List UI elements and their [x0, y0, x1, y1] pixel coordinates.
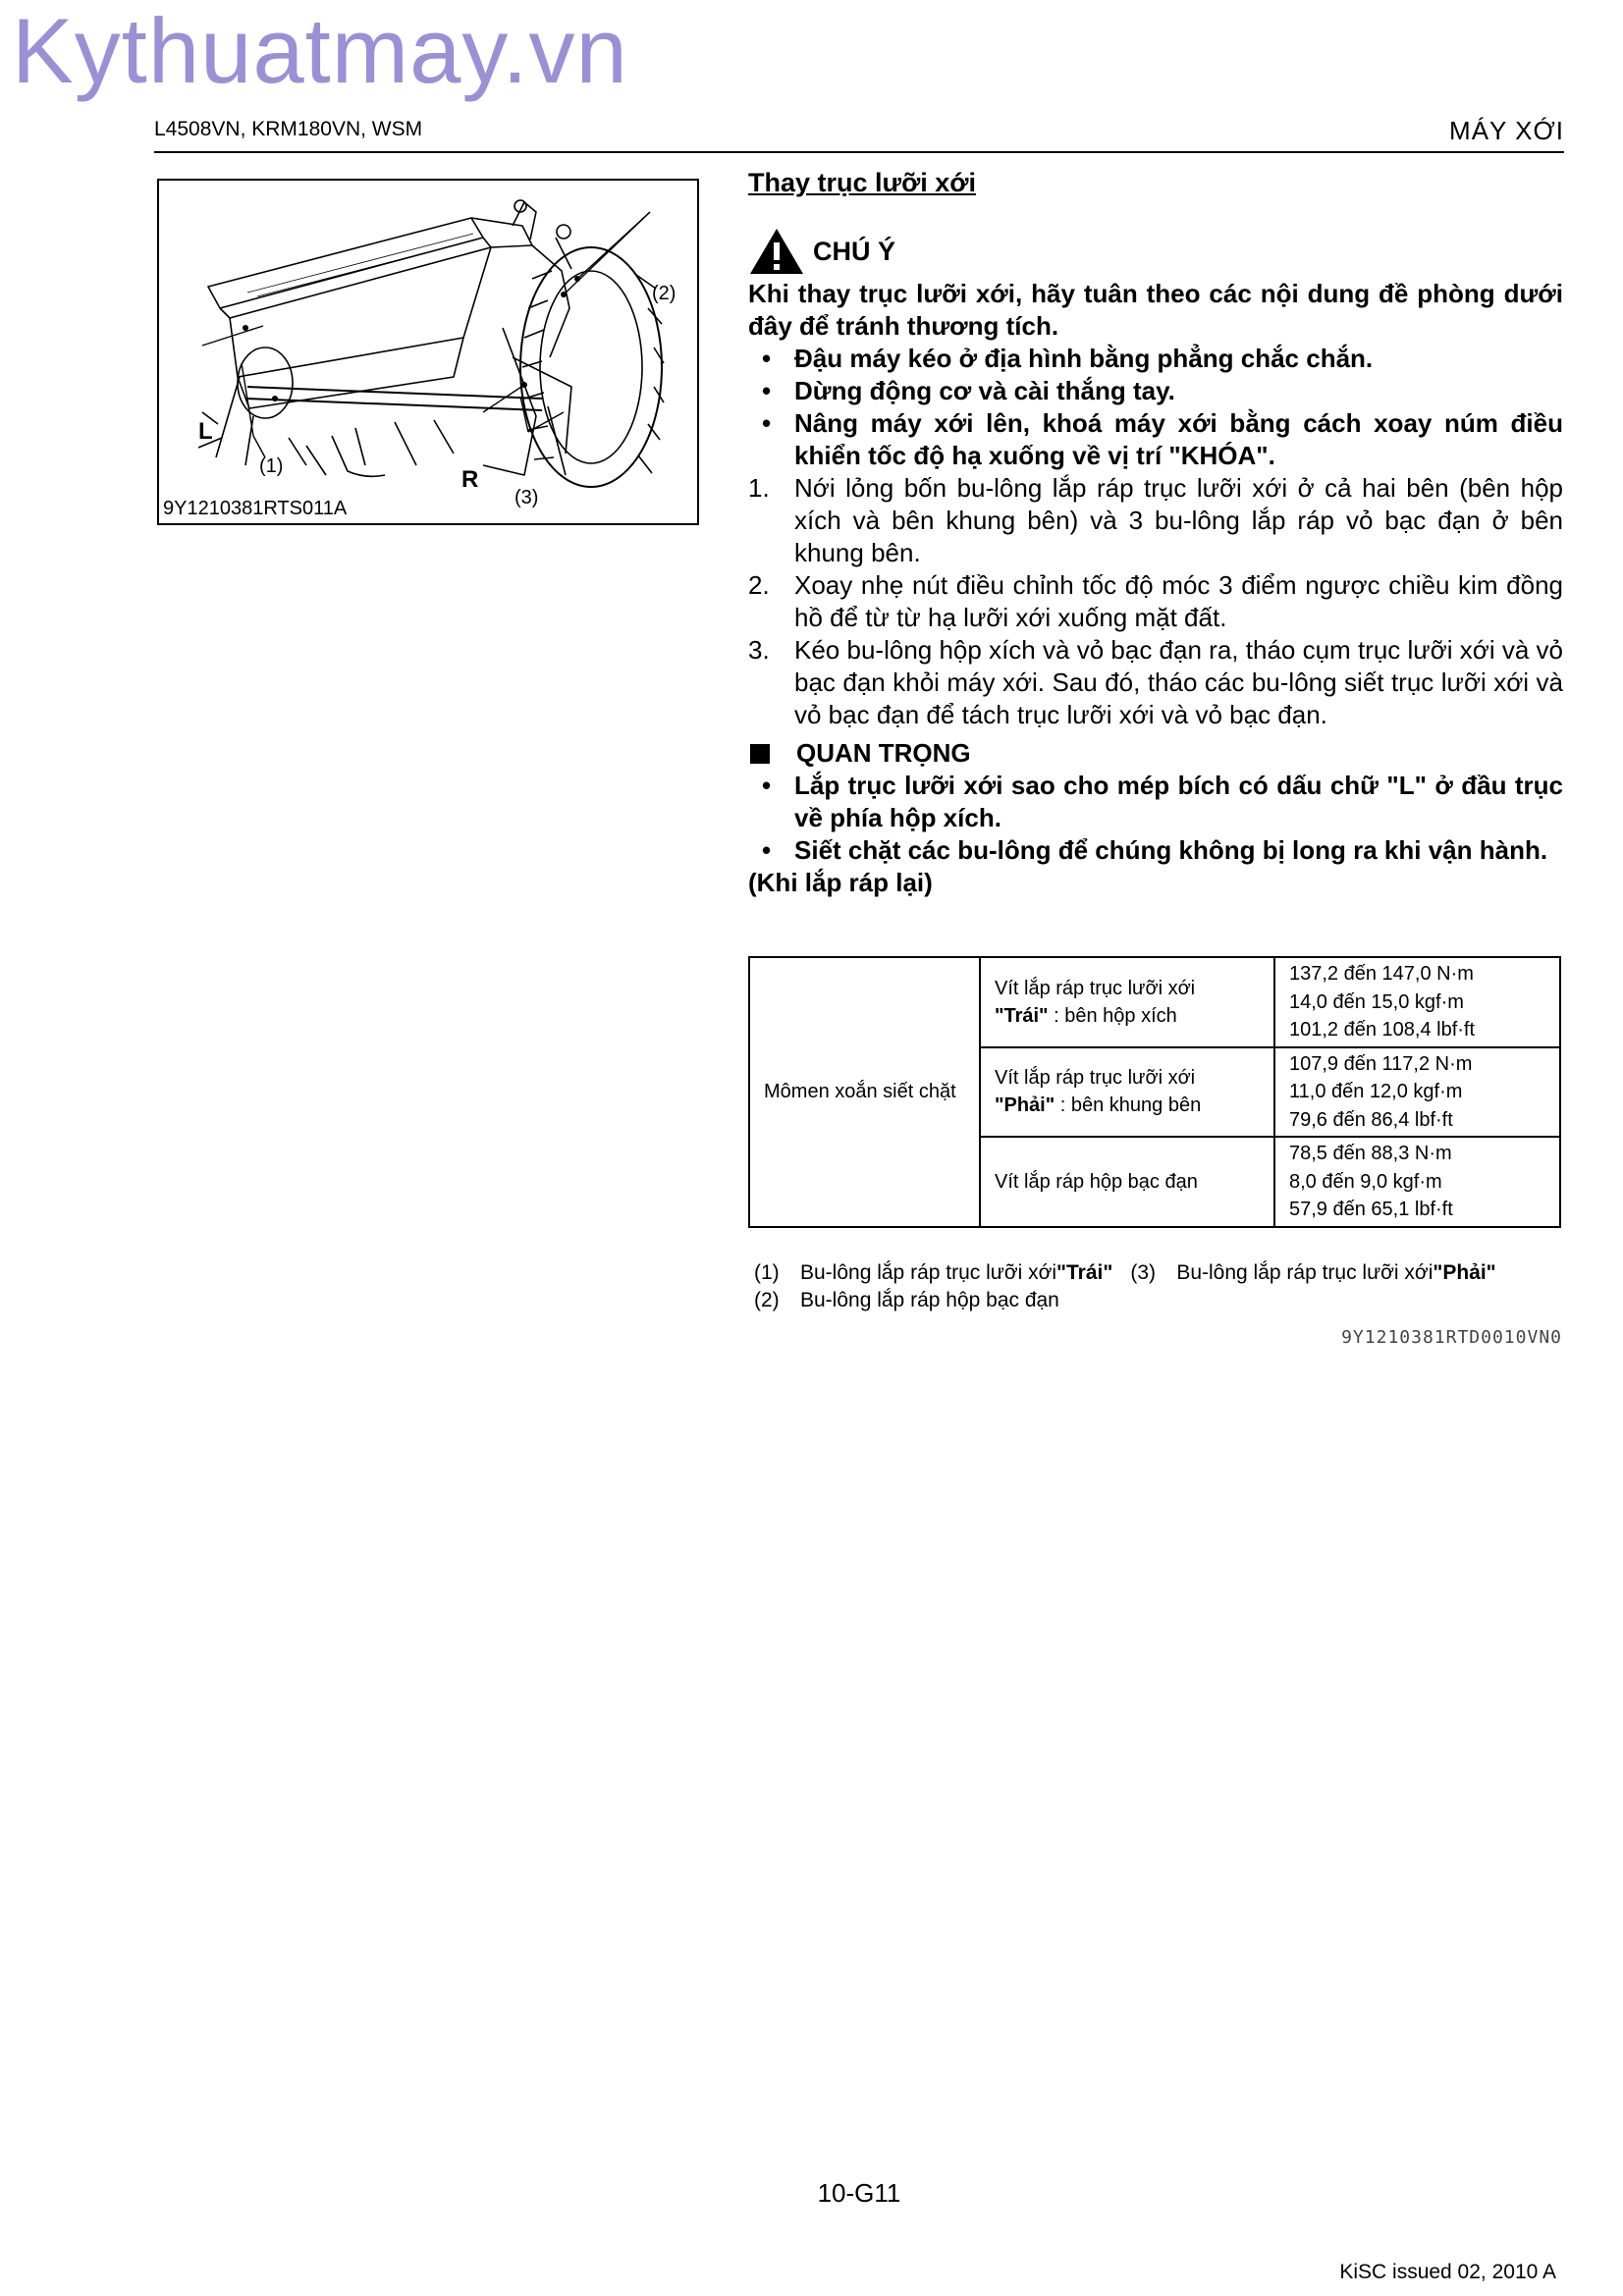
reassembly-note: (Khi lắp ráp lại)	[748, 868, 933, 897]
page-number: 10-G11	[817, 2178, 901, 2208]
figure-callout-1: (1)	[259, 455, 284, 477]
figure-callout-2: (2)	[652, 283, 676, 304]
square-bullet-icon	[750, 744, 770, 764]
figure-label-left: L	[198, 418, 213, 445]
figure-label-right: R	[461, 466, 479, 493]
torque-values: 78,5 đến 88,3 N·m 8,0 đến 9,0 kgf·m 57,9 đến 65,1 lbf·ft	[1274, 1137, 1560, 1227]
step-item: 1. Nới lỏng bốn bu-lông lắp ráp trục lưỡi xới ở cả hai bên (bên hộp xích và bên khung bên) và 3 bu-lông lắp ráp vỏ bạc đạn ở bên khung bên.	[748, 473, 1563, 567]
tiller-figure	[157, 179, 699, 525]
caution-list	[748, 343, 1563, 472]
procedure-column	[748, 167, 1563, 899]
caution-item: • Dừng động cơ và cài thắng tay.	[762, 376, 1175, 405]
step-item: 2. Xoay nhẹ nút điều chỉnh tốc độ móc 3 điểm ngược chiều kim đồng hồ để từ từ hạ lưỡi xới xuống mặt đất.	[748, 570, 1563, 632]
caution-item: • Nâng máy xới lên, khoá máy xới bằng cách xoay núm điều khiển tốc độ hạ xuống về vị trí "KHÓA".	[762, 408, 1563, 470]
table-row	[749, 957, 1560, 1047]
caution-heading	[748, 227, 1563, 276]
figure-code: 9Y1210381RTS011A	[163, 498, 348, 519]
torque-values: 107,9 đến 117,2 N·m 11,0 đến 12,0 kgf·m 79,6 đến 86,4 lbf·ft	[1274, 1047, 1560, 1138]
footer-issue: KiSC issued 02, 2010 A	[1339, 2261, 1556, 2283]
caution-label: CHÚ Ý	[813, 236, 896, 266]
torque-values: 137,2 đến 147,0 N·m 14,0 đến 15,0 kgf·m 101,2 đến 108,4 lbf·ft	[1274, 957, 1560, 1047]
figure-legend	[754, 1259, 1496, 1314]
reference-code: 9Y1210381RTD0010VN0	[1341, 1327, 1562, 1348]
section-title: Thay trục lưỡi xới	[748, 168, 976, 197]
tiller-illustration	[159, 181, 701, 527]
legend-row: (1) Bu-lông lắp ráp trục lưỡi xới "Trái" (3) Bu-lông lắp ráp trục lưỡi xới "Phải"	[754, 1261, 1496, 1284]
important-item: • Lắp trục lưỡi xới sao cho mép bích có dấu chữ "L" ở đầu trục về phía hộp xích.	[762, 771, 1563, 832]
step-item: 3. Kéo bu-lông hộp xích và vỏ bạc đạn ra, tháo cụm trục lưỡi xới và vỏ bạc đạn khỏi máy xới. Sau đó, tháo các bu-lông siết trục lưỡi xới và vỏ bạc đạn để tách trục lưỡi xới và vỏ bạc đạn.	[748, 635, 1563, 729]
important-list	[748, 770, 1563, 867]
important-item: • Siết chặt các bu-lông để chúng không bị long ra khi vận hành.	[762, 835, 1548, 865]
watermark: Kythuatmay.vn	[12, 0, 628, 102]
important-heading	[748, 737, 1563, 770]
torque-item: Vít lắp ráp trục lưỡi xới "Phải" : bên khung bên	[980, 1047, 1274, 1138]
legend-row: (2) Bu-lông lắp ráp hộp bạc đạn	[754, 1289, 1059, 1311]
header-models: L4508VN, KRM180VN, WSM	[154, 118, 423, 140]
caution-intro: Khi thay trục lưỡi xới, hãy tuân theo các nội dung đề phòng dưới đây để tránh thương tích.	[748, 279, 1563, 341]
torque-item: Vít lắp ráp hộp bạc đạn	[980, 1137, 1274, 1227]
torque-item: Vít lắp ráp trục lưỡi xới "Trái" : bên hộp xích	[980, 957, 1274, 1047]
step-list	[748, 472, 1563, 731]
warning-triangle-icon	[748, 227, 805, 276]
header-rule	[154, 151, 1564, 153]
important-label: QUAN TRỌNG	[796, 738, 971, 768]
torque-table	[748, 956, 1561, 1228]
header-section: MÁY XỚI	[1449, 116, 1564, 145]
figure-callout-3: (3)	[514, 487, 539, 508]
torque-label: Mômen xoắn siết chặt	[749, 957, 980, 1227]
caution-item: • Đậu máy kéo ở địa hình bằng phẳng chắc chắn.	[762, 344, 1374, 373]
